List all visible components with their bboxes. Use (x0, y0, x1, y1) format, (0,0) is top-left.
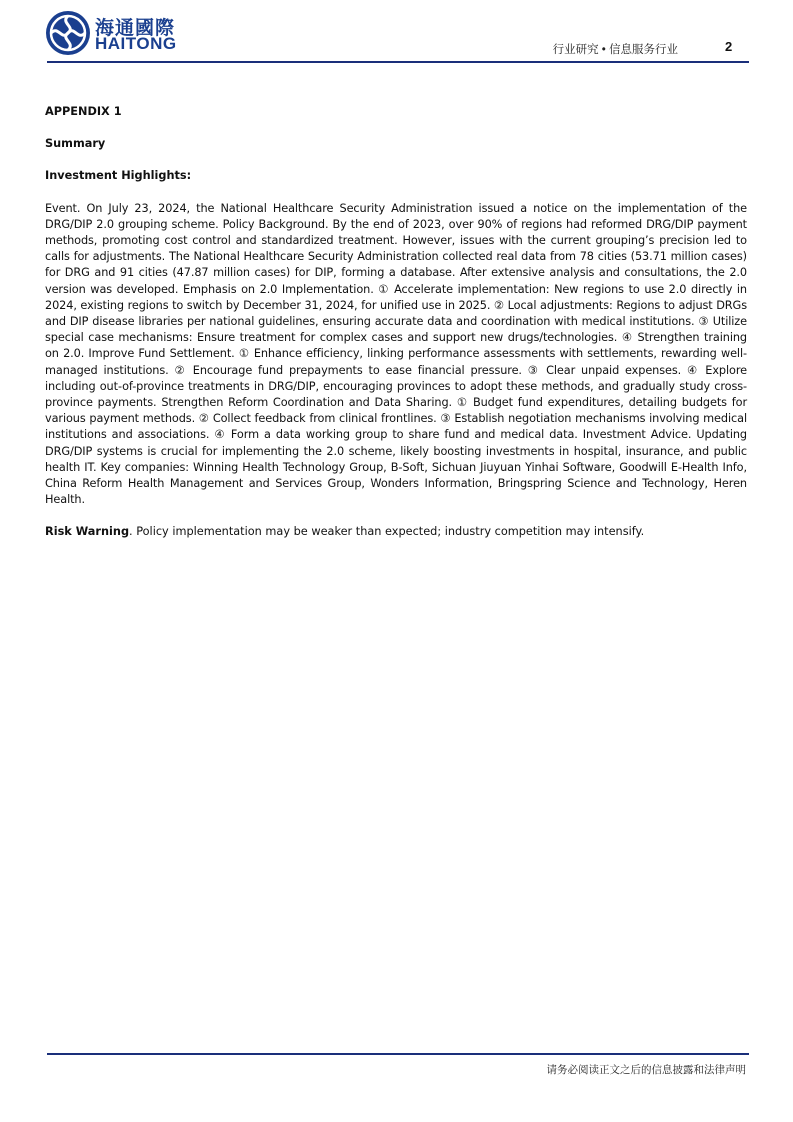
page-number: 2 (725, 39, 733, 54)
summary-title: Summary (45, 137, 106, 151)
risk-warning-text: . Policy implementation may be weaker than expected; industry competition may intensify. (129, 525, 645, 539)
haitong-logo-icon (44, 9, 92, 57)
risk-warning-label: Risk Warning (45, 525, 130, 539)
investment-highlights-title: Investment Highlights: (45, 169, 192, 183)
risk-warning (45, 524, 747, 540)
logo-english-text: HAITONG (95, 34, 177, 53)
header-divider (47, 61, 749, 63)
report-body (45, 104, 747, 541)
footer-divider (47, 1053, 749, 1055)
haitong-logo (44, 9, 184, 59)
report-category: 行业研究 • 信息服务行业 (552, 44, 678, 56)
logo-chinese-text: 海通國際 (95, 18, 176, 39)
footer-disclaimer: 请务必阅读正文之后的信息披露和法律声明 (546, 1064, 746, 1076)
appendix-title: APPENDIX 1 (45, 105, 122, 118)
investment-highlights-paragraph: Event. On July 23, 2024, the National Healthcare Security Administration issued a notice on the implementation of the DRG/DIP 2.0 grouping scheme. Policy Background. By the end of 2023, over 90% of regions had reformed DRG/DIP payment methods, promoting cost control and standardized treatment. However, issues with the current grouping’s precision led to calls for adjustments. The National Healthcare Security Administration collected real data from 78 cities (53.71 million cases) for DRG and 91 cities (47.87 million cases) for DIP, forming a database. After extensive analysis and consultations, the 2.0 version was developed. Emphasis on 2.0 Implementation. ① Accelerate implementation: New regions to use 2.0 directly in 2024, existing regions to switch by December 31, 2024, for unified use in 2025. ② Local adjustments: Regions to adjust DRGs and DIP disease libraries per national guidelines, ensuring accurate data and coordination with medical institutions. ③ Utilize special case mechanisms: Ensure treatment for complex cases and support new drugs/technologies. ④ Strengthen training on 2.0. Improve Fund Settlement. ① Enhance efficiency, linking performance assessments with settlements, rewarding well-managed institutions. ② Encourage fund prepayments to ease financial pressure. ③ Clear unpaid expenses. ④ Explore including out-of-province treatments in DRG/DIP, encouraging provinces to adopt these methods, and gradually study cross-province payments. Strengthen Reform Coordination and Data Sharing. ① Budget fund expenditures, detailing budgets for various payment methods. ② Collect feedback from clinical frontlines. ③ Establish negotiation mechanisms involving medical institutions and associations. ④ Form a data working group to share fund and medical data. Investment Advice. Updating DRG/DIP systems is crucial for implementing the 2.0 scheme, likely boosting investments in hospital, insurance, and public health IT. Key companies: Winning Health Technology Group, B-Soft, Sichuan Jiuyuan Yinhai Software, Goodwill E-Health Info, China Reform Health Management and Services Group, Wonders Information, Bringspring Science and Technology, Heren Health. (45, 201, 747, 507)
